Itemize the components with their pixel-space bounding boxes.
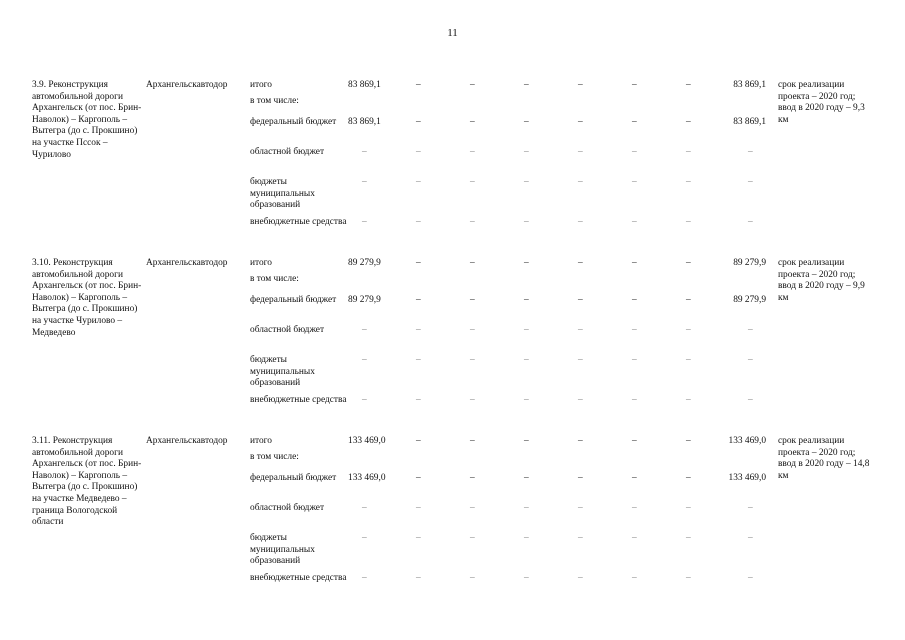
funding-source: в том числе: <box>250 96 299 106</box>
year-value: – <box>632 258 637 268</box>
year-value: – <box>578 573 583 583</box>
project-executor: Архангельскавтодор <box>146 258 228 268</box>
project-name: 3.9. Реконструкция автомобильной дороги Архангельск (от пос. Брин-Наволок) – Каргополь – Вытегра (до с. Прокшино) на участке Пссок – Чурилово <box>32 80 142 160</box>
year-value: – <box>686 117 691 127</box>
funding-source: федеральный бюджет <box>250 117 337 127</box>
year-value: – <box>632 436 637 446</box>
funding-value: 89 279,9 <box>348 295 381 305</box>
year-value: – <box>416 573 421 583</box>
total-value: – <box>748 395 753 405</box>
funding-source: внебюджетные средства <box>250 217 347 227</box>
funding-value: – <box>362 395 367 405</box>
project-note: срок реализации проекта – 2020 год; ввод в 2020 году – 9,3 км <box>778 80 865 125</box>
year-value: – <box>578 436 583 446</box>
funding-value: 83 869,1 <box>348 80 381 90</box>
funding-value: – <box>362 217 367 227</box>
total-value: – <box>748 503 753 513</box>
year-value: – <box>524 80 529 90</box>
year-value: – <box>470 503 475 513</box>
year-value: – <box>524 325 529 335</box>
year-value: – <box>416 395 421 405</box>
year-value: – <box>578 217 583 227</box>
year-value: – <box>578 80 583 90</box>
year-value <box>402 94 456 115</box>
table-gap-cell <box>32 245 874 258</box>
year-value: – <box>578 258 583 268</box>
year-value <box>618 450 672 471</box>
year-value: – <box>470 217 475 227</box>
program-table-body <box>32 80 874 601</box>
year-value: – <box>632 573 637 583</box>
year-value <box>564 450 618 471</box>
year-value: – <box>416 325 421 335</box>
year-value: – <box>632 503 637 513</box>
funding-source: внебюджетные средства <box>250 395 347 405</box>
year-value <box>618 272 672 293</box>
year-value: – <box>524 117 529 127</box>
funding-value: 133 469,0 <box>348 473 386 483</box>
total-value: – <box>748 217 753 227</box>
year-value: – <box>632 177 637 187</box>
funding-value: – <box>362 147 367 157</box>
funding-source: бюджеты муниципальных образований <box>250 177 315 211</box>
year-value: – <box>686 295 691 305</box>
year-value: – <box>578 295 583 305</box>
year-value: – <box>686 503 691 513</box>
year-value: – <box>416 117 421 127</box>
funding-source: федеральный бюджет <box>250 295 337 305</box>
funding-source: в том числе: <box>250 274 299 284</box>
year-value: – <box>416 436 421 446</box>
year-value: – <box>578 473 583 483</box>
funding-source: бюджеты муниципальных образований <box>250 355 315 389</box>
year-value: – <box>578 395 583 405</box>
year-value: – <box>470 436 475 446</box>
year-value: – <box>578 147 583 157</box>
year-value: – <box>524 395 529 405</box>
funding-value: 83 869,1 <box>348 117 381 127</box>
total-value <box>726 94 770 115</box>
program-table <box>32 80 874 601</box>
funding-source: федеральный бюджет <box>250 473 337 483</box>
year-value <box>564 94 618 115</box>
year-value: – <box>686 533 691 543</box>
year-value: – <box>416 503 421 513</box>
project-note: срок реализации проекта – 2020 год; ввод в 2020 году – 14,8 км <box>778 436 870 481</box>
year-value: – <box>686 258 691 268</box>
year-value: – <box>686 147 691 157</box>
total-value: – <box>748 533 753 543</box>
year-value: – <box>416 217 421 227</box>
year-value: – <box>632 533 637 543</box>
year-value: – <box>470 325 475 335</box>
funding-value <box>348 450 402 471</box>
year-value: – <box>416 473 421 483</box>
year-value: – <box>416 177 421 187</box>
year-value: – <box>524 473 529 483</box>
year-value: – <box>470 177 475 187</box>
table-gap <box>32 423 874 436</box>
funding-source: итого <box>250 436 272 446</box>
year-value: – <box>578 117 583 127</box>
funding-value: – <box>362 573 367 583</box>
year-value: – <box>416 80 421 90</box>
year-value: – <box>686 80 691 90</box>
year-value: – <box>416 147 421 157</box>
year-value: – <box>524 295 529 305</box>
project-note: срок реализации проекта – 2020 год; ввод в 2020 году – 9,9 км <box>778 258 865 303</box>
year-value: – <box>470 355 475 365</box>
total-value: – <box>748 573 753 583</box>
total-value: 89 279,9 <box>733 258 766 268</box>
year-value: – <box>524 147 529 157</box>
year-value: – <box>686 177 691 187</box>
funding-source: итого <box>250 80 272 90</box>
total-value: – <box>748 325 753 335</box>
page-number: 11 <box>447 27 458 39</box>
funding-source: итого <box>250 258 272 268</box>
year-value: – <box>416 258 421 268</box>
funding-source: внебюджетные средства <box>250 573 347 583</box>
year-value: – <box>632 217 637 227</box>
year-value: – <box>524 503 529 513</box>
year-value: – <box>470 147 475 157</box>
year-value <box>510 94 564 115</box>
total-value: 133 469,0 <box>728 436 766 446</box>
total-value: 133 469,0 <box>728 473 766 483</box>
year-value <box>510 272 564 293</box>
year-value <box>672 94 726 115</box>
year-value: – <box>578 533 583 543</box>
year-value: – <box>632 80 637 90</box>
year-value: – <box>524 217 529 227</box>
year-value: – <box>686 355 691 365</box>
project-name: 3.10. Реконструкция автомобильной дороги Архангельск (от пос. Брин-Наволок) – Каргополь – Вытегра (до с. Прокшино) на участке Чурилово – Медведево <box>32 258 142 338</box>
funding-source: бюджеты муниципальных образований <box>250 533 315 567</box>
year-value: – <box>686 217 691 227</box>
year-value: – <box>632 295 637 305</box>
funding-value: – <box>362 533 367 543</box>
year-value: – <box>686 573 691 583</box>
year-value: – <box>524 177 529 187</box>
funding-value: – <box>362 177 367 187</box>
year-value <box>402 450 456 471</box>
year-value: – <box>524 436 529 446</box>
total-value: – <box>748 177 753 187</box>
year-value: – <box>416 355 421 365</box>
table-gap-cell <box>32 423 874 436</box>
year-value: – <box>470 395 475 405</box>
funding-source: областной бюджет <box>250 503 325 513</box>
year-value: – <box>470 295 475 305</box>
year-value: – <box>686 473 691 483</box>
year-value: – <box>578 503 583 513</box>
year-value: – <box>578 177 583 187</box>
year-value: – <box>578 325 583 335</box>
year-value <box>564 272 618 293</box>
funding-value: – <box>362 325 367 335</box>
project-executor: Архангельскавтодор <box>146 436 228 446</box>
table-row <box>32 258 874 272</box>
total-value <box>726 272 770 293</box>
funding-value <box>348 94 402 115</box>
year-value <box>618 94 672 115</box>
year-value: – <box>632 473 637 483</box>
year-value: – <box>470 473 475 483</box>
year-value: – <box>416 533 421 543</box>
year-value: – <box>470 80 475 90</box>
project-executor: Архангельскавтодор <box>146 80 228 90</box>
year-value <box>456 450 510 471</box>
table-row <box>32 436 874 450</box>
year-value: – <box>524 573 529 583</box>
total-value: 83 869,1 <box>733 80 766 90</box>
year-value <box>510 450 564 471</box>
total-value <box>726 450 770 471</box>
year-value: – <box>470 117 475 127</box>
funding-source: областной бюджет <box>250 325 325 335</box>
year-value: – <box>686 325 691 335</box>
total-value: 89 279,9 <box>733 295 766 305</box>
funding-value: – <box>362 355 367 365</box>
funding-value: – <box>362 503 367 513</box>
year-value: – <box>416 295 421 305</box>
year-value: – <box>686 395 691 405</box>
year-value: – <box>524 258 529 268</box>
year-value: – <box>470 258 475 268</box>
year-value: – <box>632 325 637 335</box>
year-value: – <box>686 436 691 446</box>
year-value: – <box>632 355 637 365</box>
year-value: – <box>470 533 475 543</box>
year-value <box>672 272 726 293</box>
project-name: 3.11. Реконструкция автомобильной дороги Архангельск (от пос. Брин-Наволок) – Каргополь – Вытегра (до с. Прокшино) на участке Медведево – граница Вологодской области <box>32 436 142 528</box>
table-gap <box>32 245 874 258</box>
year-value <box>456 272 510 293</box>
year-value: – <box>578 355 583 365</box>
year-value <box>456 94 510 115</box>
year-value: – <box>524 533 529 543</box>
year-value: – <box>524 355 529 365</box>
total-value: – <box>748 355 753 365</box>
year-value: – <box>632 395 637 405</box>
year-value: – <box>470 573 475 583</box>
funding-source: областной бюджет <box>250 147 325 157</box>
year-value: – <box>632 117 637 127</box>
funding-value: 133 469,0 <box>348 436 386 446</box>
total-value: – <box>748 147 753 157</box>
funding-value: 89 279,9 <box>348 258 381 268</box>
year-value: – <box>632 147 637 157</box>
year-value <box>672 450 726 471</box>
funding-value <box>348 272 402 293</box>
total-value: 83 869,1 <box>733 117 766 127</box>
year-value <box>402 272 456 293</box>
funding-source: в том числе: <box>250 452 299 462</box>
table-row <box>32 80 874 94</box>
